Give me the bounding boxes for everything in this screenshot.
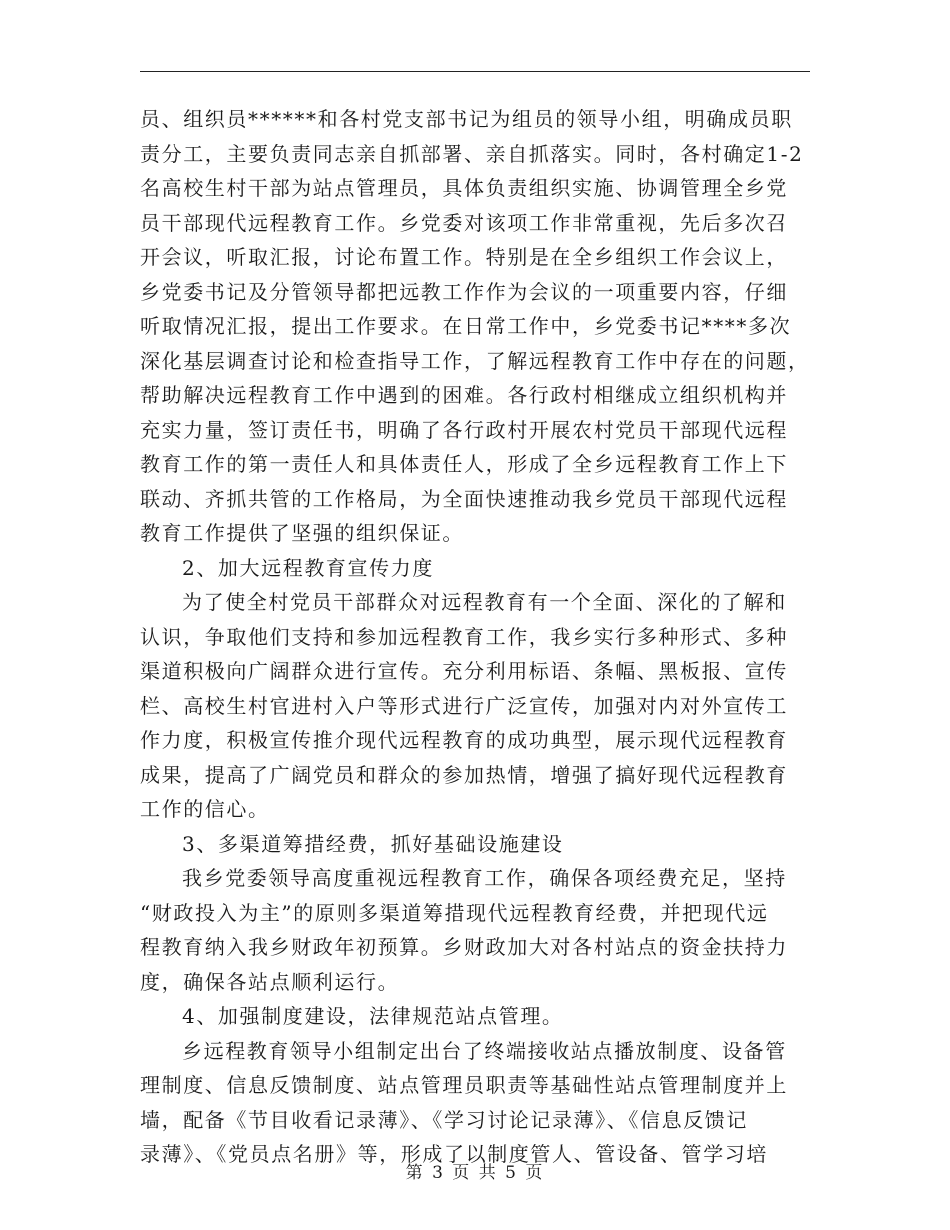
text-line: 教育工作提供了坚强的组织保证。: [140, 521, 464, 545]
paragraph: [140, 585, 810, 827]
text-line: 作力度，积极宣传推介现代远程教育的成功典型，展示现代远程教育: [140, 728, 788, 752]
text-line: 开会议，听取汇报，讨论布置工作。特别是在全乡组织工作会议上，: [140, 245, 788, 269]
text-line: 教育工作的第一责任人和具体责任人，形成了全乡远程教育工作上下: [140, 452, 788, 476]
paragraph: [140, 861, 810, 999]
document-body: [140, 102, 810, 1172]
text-line: 认识，争取他们支持和参加远程教育工作，我乡实行多种形式、多种: [140, 624, 788, 649]
text-line: 我乡党委领导高度重视远程教育工作，确保各项经费充足，坚持: [182, 866, 787, 890]
text-line: 度，确保各站点顺利运行。: [140, 969, 400, 994]
header-rule: [140, 71, 810, 72]
text-line: 责分工，主要负责同志亲自抓部署、亲自抓落实。同时，各村确定1-2: [140, 141, 804, 166]
text-line: 成果，提高了广阔党员和群众的参加热情，增强了搞好现代远程教育: [140, 762, 788, 787]
section-heading: [140, 551, 810, 586]
heading-text: 2、加大远程教育宣传力度: [182, 555, 434, 580]
text-line: 墙，配备《节目收看记录薄》、《学习讨论记录薄》、《信息反馈记: [140, 1107, 748, 1132]
text-line: 帮助解决远程教育工作中遇到的困难。各行政村相继成立组织机构并: [140, 383, 788, 407]
text-line: 乡远程教育领导小组制定出台了终端接收站点播放制度、设备管: [182, 1038, 787, 1063]
text-line: 渠道积极向广阔群众进行宣传。充分利用标语、条幅、黑板报、宣传: [140, 659, 788, 683]
text-line: 员、组织员******和各村党支部书记为组员的领导小组，明确成员职: [140, 107, 793, 131]
paragraph: [140, 102, 810, 551]
paragraph: [140, 1034, 810, 1172]
text-line: 听取情况汇报，提出工作要求。在日常工作中，乡党委书记****多次: [140, 314, 792, 338]
heading-text: 3、多渠道筹措经费，抓好基础设施建设: [182, 831, 564, 856]
text-line: 乡党委书记及分管领导都把远教工作作为会议的一项重要内容，仔细: [140, 279, 788, 304]
section-heading: [140, 827, 810, 862]
heading-text: 4、加强制度建设，法律规范站点管理。: [182, 1004, 564, 1028]
text-line: 栏、高校生村官进村入户等形式进行广泛宣传，加强对内对外宣传工: [140, 693, 788, 718]
text-line: “财政投入为主”的原则多渠道筹措现代远程教育经费，并把现代远: [140, 900, 769, 925]
section-heading: [140, 999, 810, 1034]
text-line: 充实力量，签订责任书，明确了各行政村开展农村党员干部现代远程: [140, 417, 788, 442]
text-line: 深化基层调查讨论和检查指导工作，了解远程教育工作中存在的问题，: [140, 348, 810, 373]
text-line: 理制度、信息反馈制度、站点管理员职责等基础性站点管理制度并上: [140, 1073, 788, 1097]
text-line: 录薄》、《党员点名册》等，形成了以制度管人、管设备、管学习培: [140, 1142, 768, 1166]
text-line: 员干部现代远程教育工作。乡党委对该项工作非常重视，先后多次召: [140, 210, 788, 235]
text-line: 为了使全村党员干部群众对远程教育有一个全面、深化的了解和: [182, 590, 787, 614]
text-line: 工作的信心。: [140, 797, 270, 821]
page-number-footer: 第 3 页 共 5 页: [405, 1163, 545, 1183]
text-line: 联动、齐抓共管的工作格局，为全面快速推动我乡党员干部现代远程: [140, 486, 788, 511]
text-line: 程教育纳入我乡财政年初预算。乡财政加大对各村站点的资金扶持力: [140, 935, 788, 959]
text-line: 名高校生村干部为站点管理员，具体负责组织实施、协调管理全乡党: [140, 176, 788, 200]
